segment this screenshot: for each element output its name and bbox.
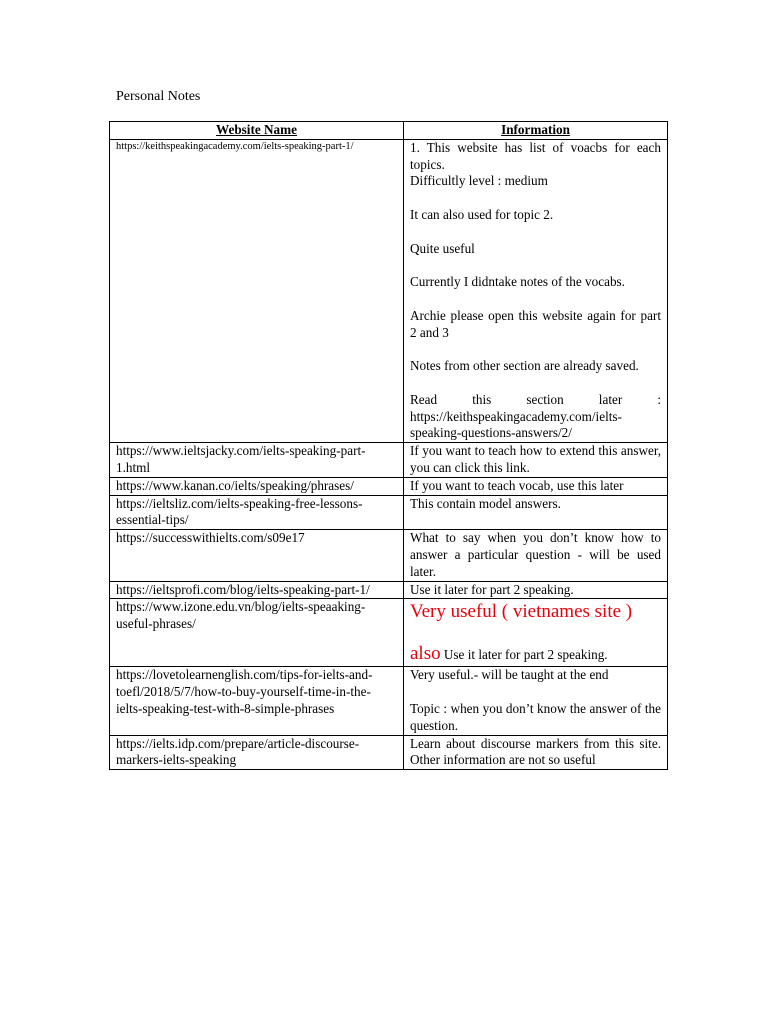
info-line: If you want to teach vocab, use this later xyxy=(410,477,624,493)
info-line: Use it later for part 2 speaking. xyxy=(443,647,608,663)
info-line: Notes from other section are already saved. xyxy=(410,358,639,374)
page-title: Personal Notes xyxy=(116,89,201,104)
website-link[interactable]: https://www.izone.edu.vn/blog/ielts-speaaking-useful-phrases/ xyxy=(116,599,366,632)
table-row xyxy=(110,581,668,599)
info-line: Learn about discourse markers from this site. Other information are not so useful xyxy=(410,735,661,768)
column-header-website: Website Name xyxy=(110,122,404,140)
info-line: Currently I didntake notes of the vocabs. xyxy=(410,274,625,290)
info-line: Difficultly level : medium xyxy=(410,173,548,189)
website-link[interactable]: https://lovetolearnenglish.com/tips-for-ielts-and-toefl/2018/5/7/how-to-buy-yourself-time-in-the-ielts-speaking-test-with-8-simple-phrases xyxy=(116,667,373,716)
table-row xyxy=(110,495,668,530)
website-link[interactable]: https://www.ieltsjacky.com/ielts-speaking-part-1.html xyxy=(116,443,366,475)
website-link[interactable]: https://successwithielts.com/s09e17 xyxy=(116,530,305,546)
highlight-note: Very useful ( vietnames site ) xyxy=(410,601,633,623)
info-line: It can also used for topic 2. xyxy=(410,206,554,222)
spacer xyxy=(410,623,661,643)
table-header-row xyxy=(110,122,668,140)
info-cell xyxy=(404,139,668,442)
website-link[interactable]: https://keithspeakingacademy.com/ielts-speaking-part-1/ xyxy=(116,140,354,152)
info-line: Quite useful xyxy=(410,240,475,256)
column-header-information: Information xyxy=(404,122,668,140)
info-line: Very useful.- will be taught at the end xyxy=(410,667,609,683)
website-link[interactable]: https://ieltsprofi.com/blog/ielts-speaking-part-1/ xyxy=(116,581,370,597)
website-link[interactable]: https://ieltsliz.com/ielts-speaking-free-lessons-essential-tips/ xyxy=(116,495,363,528)
table-row xyxy=(110,530,668,581)
table-row xyxy=(110,477,668,495)
info-line: Read this section later : https://keithspeakingacademy.com/ielts-speaking-questions-answers/2/ xyxy=(410,391,661,441)
table-row xyxy=(110,735,668,770)
info-line: Topic : when you don’t know the answer of the question. xyxy=(410,700,661,733)
info-line: What to say when you don’t know how to answer a particular question - will be used later. xyxy=(410,530,661,579)
table-row xyxy=(110,139,668,442)
info-line: Use it later for part 2 speaking. xyxy=(410,581,574,597)
info-line: 1. This website has list of voacbs for each topics. xyxy=(410,139,661,172)
website-link[interactable]: https://www.kanan.co/ielts/speaking/phrases/ xyxy=(116,477,354,493)
table-row xyxy=(110,443,668,478)
info-line: This contain model answers. xyxy=(410,495,561,511)
info-line: Archie please open this website again for part 2 and 3 xyxy=(410,307,661,340)
table-row xyxy=(110,667,668,735)
notes-table xyxy=(109,121,668,770)
info-line: If you want to teach how to extend this answer, you can click this link. xyxy=(410,443,661,475)
table-row xyxy=(110,599,668,667)
website-link[interactable]: https://ielts.idp.com/prepare/article-discourse-markers-ielts-speaking xyxy=(116,735,360,768)
highlight-also: also xyxy=(410,643,441,665)
